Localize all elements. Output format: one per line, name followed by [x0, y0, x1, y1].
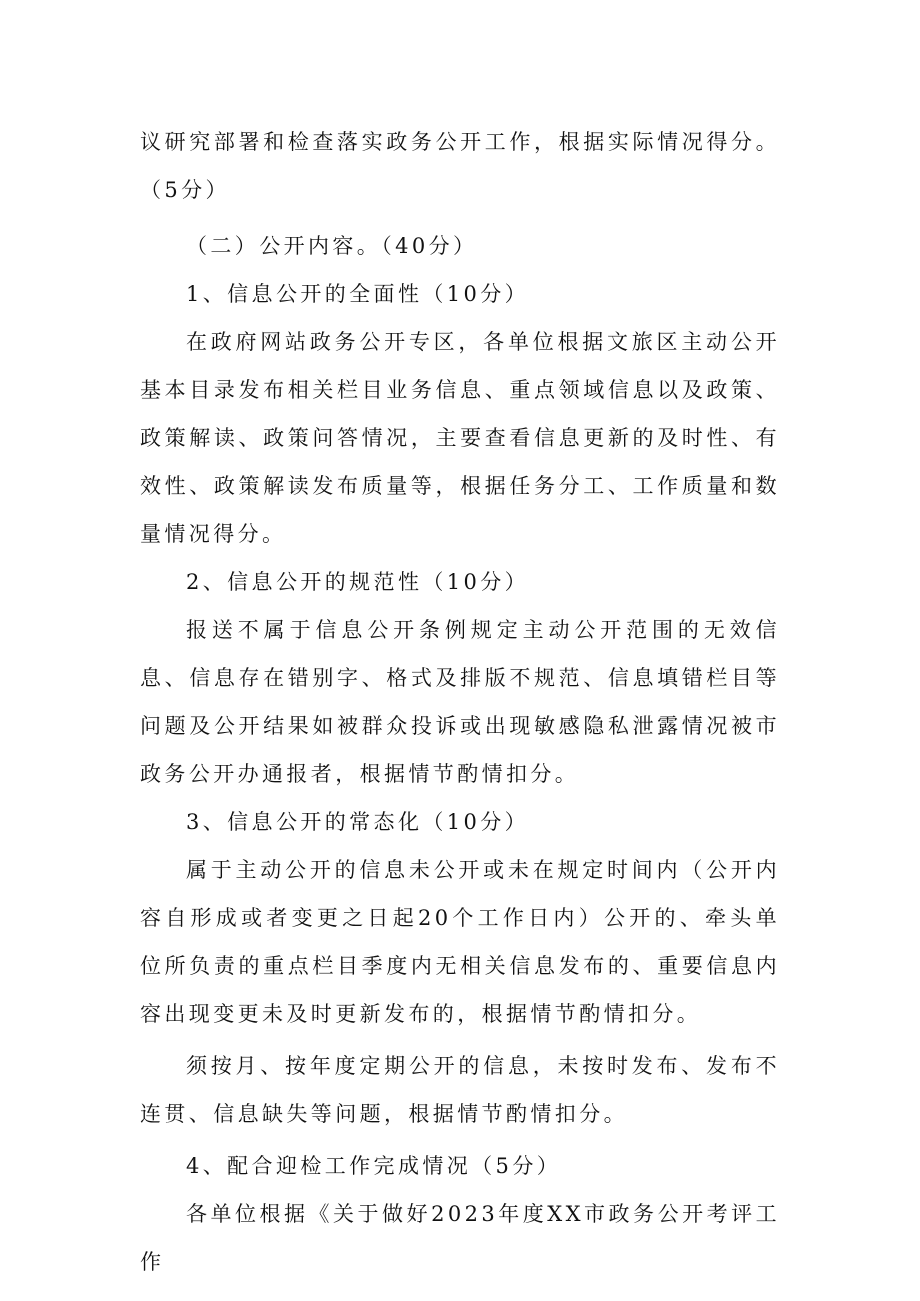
document-page	[140, 118, 780, 1286]
paragraph-normalization: 属于主动公开的信息未公开或未在规定时间内（公开内容自形成或者变更之日起20个工作日内）公开的、牵头单位所负责的重点栏目季度内无相关信息发布的、重要信息内容出现变更未及时更新发布的，根据情节酌情扣分。	[140, 858, 780, 1026]
paragraph-comprehensiveness: 在政府网站政务公开专区，各单位根据文旅区主动公开基本目录发布相关栏目业务信息、重点领域信息以及政策、政策解读、政策问答情况，主要查看信息更新的及时性、有效性、政策解读发布质量等，根据任务分工、工作质量和数量情况得分。	[140, 330, 780, 546]
item-heading-standardization: 2、信息公开的规范性（10分）	[186, 570, 530, 594]
section-heading-public-content: （二）公开内容。（40分）	[186, 234, 478, 258]
item-heading-comprehensiveness: 1、信息公开的全面性（10分）	[186, 282, 530, 306]
paragraph-continuation: 议研究部署和检查落实政务公开工作，根据实际情况得分。（5分）	[140, 130, 780, 202]
item-heading-inspection-cooperation: 4、配合迎检工作完成情况（5分）	[186, 1154, 562, 1178]
paragraph-standardization: 报送不属于信息公开条例规定主动公开范围的无效信息、信息存在错别字、格式及排版不规范、信息填错栏目等问题及公开结果如被群众投诉或出现敏感隐私泄露情况被市政务公开办通报者，根据情节酌情扣分。	[140, 618, 780, 786]
paragraph-periodic-disclosure: 须按月、按年度定期公开的信息，未按时发布、发布不连贯、信息缺失等问题，根据情节酌情扣分。	[140, 1054, 780, 1126]
item-heading-normalization: 3、信息公开的常态化（10分）	[186, 810, 530, 834]
paragraph-inspection-cooperation: 各单位根据《关于做好2023年度XX市政务公开考评工作	[140, 1202, 780, 1274]
